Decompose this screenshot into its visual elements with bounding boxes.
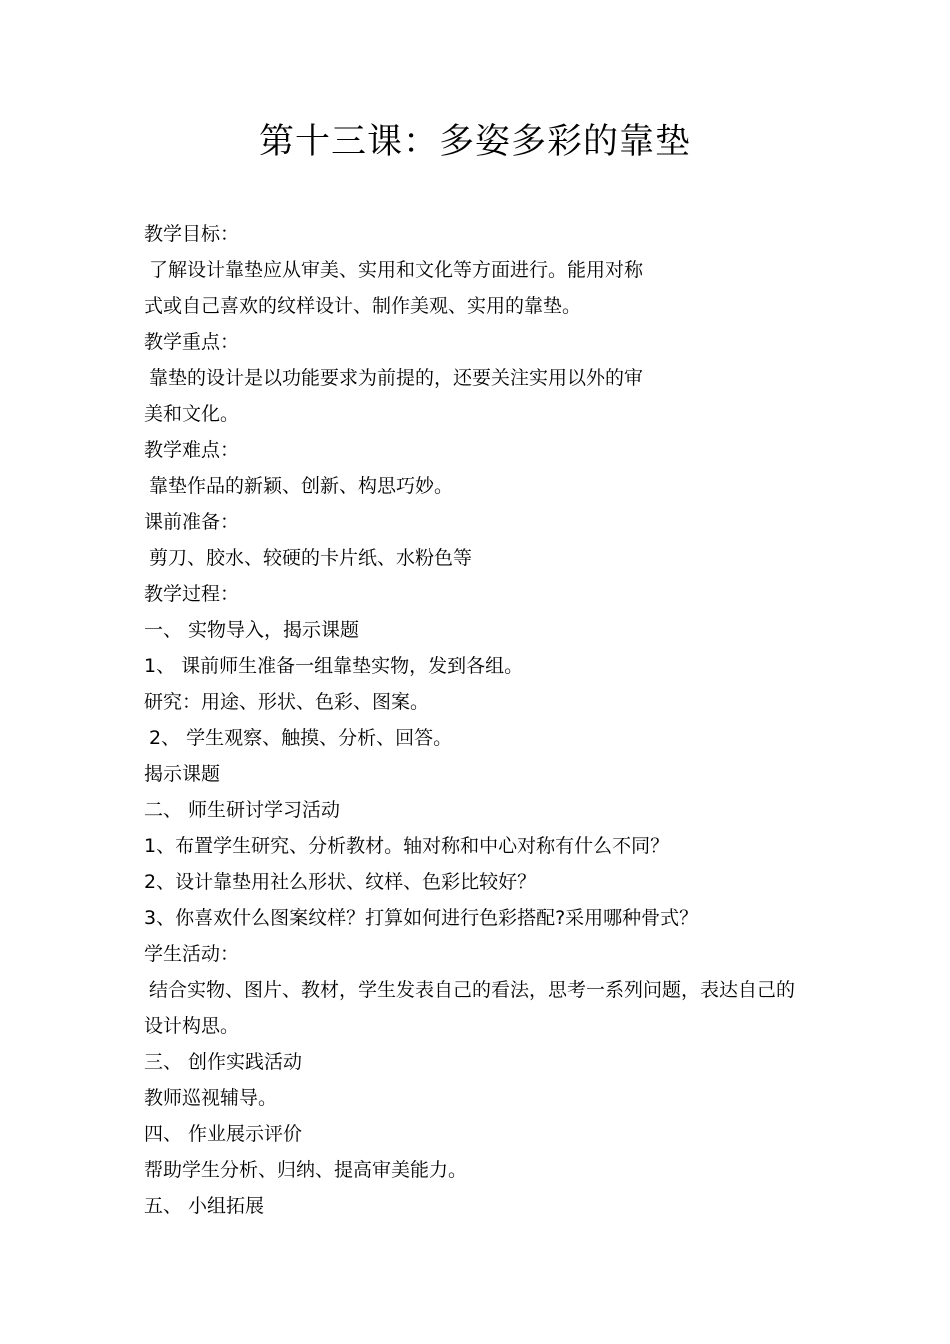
text-line: 帮助学生分析、归纳、提高审美能力。 (144, 1159, 468, 1181)
text-line: 三、 创作实践活动 (144, 1051, 303, 1073)
text-line: 结合实物、图片、教材，学生发表自己的看法，思考一系列问题，表达自己的 (149, 979, 796, 1001)
text-line: 1、布置学生研究、分析教材。轴对称和中心对称有什么不同？ (144, 835, 670, 857)
text-line: 教学过程： (144, 583, 240, 605)
text-line: 靠垫的设计是以功能要求为前提的，还要关注实用以外的审 (149, 367, 644, 389)
text-line: 1、 课前师生准备一组靠垫实物，发到各组。 (144, 655, 524, 677)
text-line: 研究：用途、形状、色彩、图案。 (144, 691, 430, 713)
text-line: 教学难点： (144, 439, 240, 461)
text-line: 教师巡视辅导。 (144, 1087, 278, 1109)
text-line: 3、你喜欢什么图案纹样？打算如何进行色彩搭配?采用哪种骨式？ (144, 907, 699, 929)
text-line: 设计构思。 (144, 1015, 240, 1037)
page-title: 第十三课：多姿多彩的靠垫 (258, 122, 691, 162)
text-line: 了解设计靠垫应从审美、实用和文化等方面进行。能用对称 (149, 259, 644, 281)
text-line: 式或自己喜欢的纹样设计、制作美观、实用的靠垫。 (144, 295, 582, 317)
text-line: 靠垫作品的新颖、创新、构思巧妙。 (149, 475, 454, 497)
text-line: 教学目标： (144, 223, 240, 245)
text-line: 2、 学生观察、触摸、分析、回答。 (149, 727, 453, 749)
text-line: 2、设计靠垫用社么形状、纹样、色彩比较好？ (144, 871, 537, 893)
text-line: 教学重点： (144, 331, 240, 353)
lesson-plan-body (144, 216, 844, 1224)
text-line: 学生活动： (144, 943, 240, 965)
text-line: 一、 实物导入，揭示课题 (144, 619, 360, 641)
text-line: 剪刀、胶水、较硬的卡片纸、水粉色等 (149, 547, 473, 569)
text-line: 四、 作业展示评价 (144, 1123, 303, 1145)
text-line: 揭示课题 (144, 763, 221, 785)
text-line: 课前准备： (144, 511, 240, 533)
text-line: 美和文化。 (144, 403, 240, 425)
text-line: 二、 师生研讨学习活动 (144, 799, 341, 821)
text-line: 五、 小组拓展 (144, 1195, 265, 1217)
